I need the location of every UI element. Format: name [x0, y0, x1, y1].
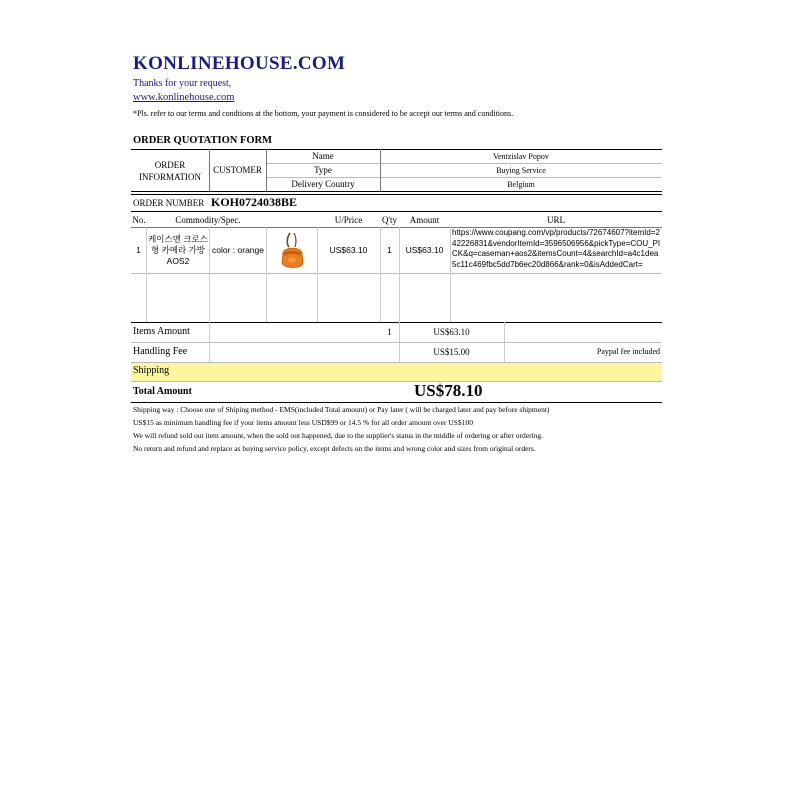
country-value: Belgium — [507, 179, 535, 189]
col-header-qty: Q'ty — [381, 215, 398, 225]
order-information-label: ORDER INFORMATION — [138, 160, 201, 182]
type-value: Buying Service — [496, 165, 546, 175]
summary-divider-1 — [131, 342, 662, 343]
product-image — [278, 231, 306, 271]
items-qty: 1 — [387, 326, 392, 337]
items-amount: US$63.10 — [433, 326, 470, 337]
handling-fee: US$15.00 — [433, 346, 470, 357]
shipping-row-highlight — [131, 362, 662, 381]
site-title: KONLINEHOUSE.COM — [133, 53, 346, 74]
total-amount-value: US$78.10 — [414, 381, 483, 400]
summary-divider-2 — [131, 362, 662, 363]
total-amount-label: Total Amount — [133, 386, 192, 397]
handling-fee-label: Handling Fee — [133, 346, 188, 357]
col-header-unit-price: U/Price — [334, 215, 363, 225]
row-commodity: 케이스맨 크로스형 카메라 가방 AOS2 — [148, 233, 208, 266]
order-number-label: ORDER NUMBER — [133, 198, 205, 208]
name-label: Name — [312, 151, 334, 161]
row-qty: 1 — [387, 245, 392, 255]
row-spec: color : orange — [212, 245, 264, 255]
col-divider-7 — [450, 227, 451, 322]
name-value: Ventzislav Popov — [493, 151, 549, 161]
summary-divider-3 — [131, 381, 662, 382]
col-divider-2 — [209, 227, 210, 322]
row-amount: US$63.10 — [405, 245, 444, 255]
items-amount-label: Items Amount — [133, 326, 190, 337]
col-header-no: No. — [132, 215, 146, 225]
footnote-shipping-way: Shipping way : Choose one of Shiping method - EMS(included Total amount) or Pay later ( will be charged later and pay before shipment) — [133, 405, 550, 414]
type-label: Type — [314, 165, 332, 175]
footnote-refund: We will refund sold out item amount, when the sold out happened, due to the supplier's status in the middle of ordering or after ordering. — [133, 431, 544, 440]
col-header-commodity: Commodity/Spec. — [175, 215, 241, 225]
website-link[interactable]: www.konlinehouse.com — [133, 92, 235, 103]
col-header-amount: Amount — [409, 215, 440, 225]
row-url[interactable]: https://www.coupang.com/vp/products/72674607?itemId=242226831&vendorItemId=3596506956&pickType=COU_PICK&q=caseman+aos2&itemsCount=4&searchId=a4c1dea5c11c469fbc5dd7b6ec20d866&rank=0&isAddedCart= — [452, 228, 661, 269]
row-unit-price: US$63.10 — [329, 245, 368, 255]
customer-label: CUSTOMER — [213, 165, 262, 175]
handling-note: Paypal fee included — [596, 347, 660, 356]
table-top-border — [131, 211, 662, 212]
table-row-border — [131, 273, 662, 274]
row-no: 1 — [136, 245, 141, 255]
footnote-no-return: No return and refund and replace as buying service policy, except defects on the items and wrong color and sizes from original orders. — [133, 444, 536, 453]
info-bottom-border — [131, 191, 662, 192]
table-bottom-border — [131, 322, 662, 323]
summary-bottom-border — [131, 402, 662, 403]
col-divider-3 — [266, 227, 267, 322]
order-number-value: KOH0724038BE — [211, 195, 298, 209]
country-label: Delivery Country — [291, 179, 355, 189]
col-header-url: URL — [547, 215, 565, 225]
terms-note: *Pls. refer to our terms and condtions at the bottom, your payment is considered to be accept our terms and conditions. — [133, 109, 514, 118]
thanks-text: Thanks for your request, — [133, 78, 232, 89]
shipping-label: Shipping — [133, 365, 170, 376]
footnote-handling-fee: US$15 as minimum handling fee if your items amount less USD$99 or 14.5 % for all order amount over US$100 — [133, 418, 473, 427]
form-title: ORDER QUOTATION FORM — [133, 135, 273, 146]
orange-camera-bag-icon — [278, 231, 306, 271]
